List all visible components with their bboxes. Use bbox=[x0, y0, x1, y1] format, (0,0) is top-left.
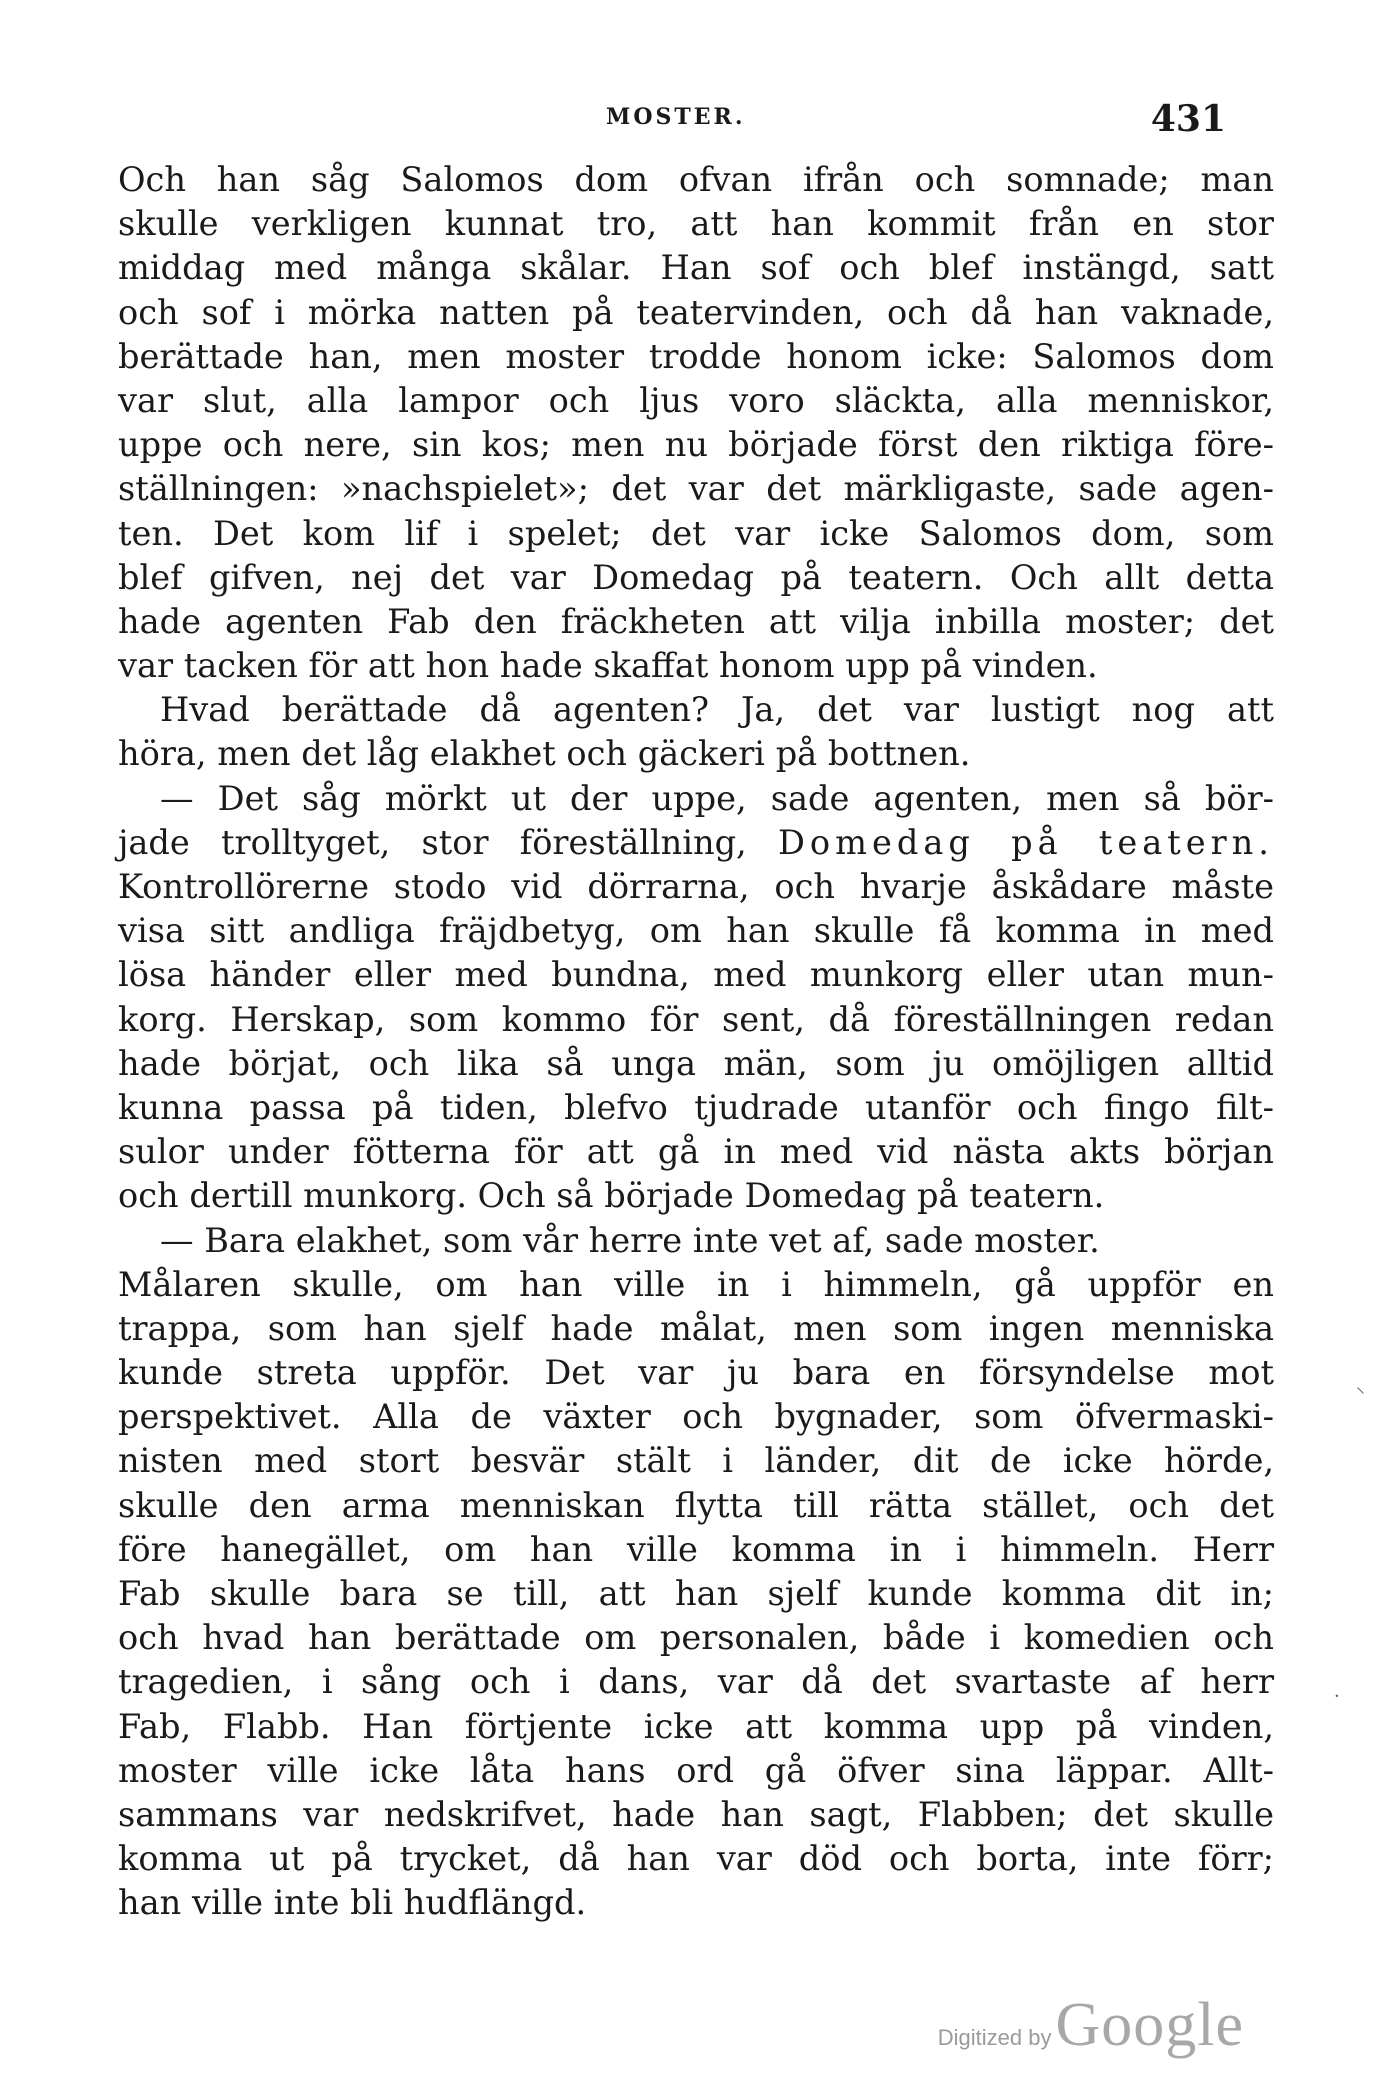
page-number: 431 bbox=[1150, 98, 1226, 140]
text-line: tragedien, i sång och i dans, var då det svartaste af herr bbox=[118, 1662, 1274, 1702]
text-line: och dertill munkorg. Och så började Domedag på teatern. bbox=[118, 1176, 1105, 1216]
text-line: kunna passa på tiden, blefvo tjudrade utanför och fingo filt- bbox=[118, 1087, 1274, 1127]
text-line: före hanegället, om han ville komma in i himmeln. Herr bbox=[118, 1529, 1274, 1569]
text-line: och sof i mörka natten på teatervinden, och då han vaknade, bbox=[118, 292, 1274, 332]
text-line: berättade han, men moster trodde honom icke: Salomos dom bbox=[118, 336, 1274, 376]
text-line: ten. Det kom lif i spelet; det var icke Salomos dom, som bbox=[118, 513, 1274, 553]
body-text bbox=[118, 158, 1274, 1926]
text-line: han ville inte bli hudflängd. bbox=[118, 1883, 587, 1923]
text-line: blef gifven, nej det var Domedag på teatern. Och allt detta bbox=[118, 557, 1274, 597]
text-line: ställningen: »nachspielet»; det var det märkligaste, sade agen- bbox=[118, 469, 1274, 509]
text-line: lösa händer eller med bundna, med munkorg eller utan mun- bbox=[118, 955, 1274, 995]
text-line: hade börjat, och lika så unga män, som ju omöjligen alltid bbox=[118, 1043, 1274, 1083]
digitized-by-google-watermark bbox=[938, 1990, 1244, 2061]
text-line-segment: jade trolltyget, stor föreställning, bbox=[118, 822, 747, 862]
text-line: Hvad berättade då agenten? Ja, det var lustigt nog att bbox=[160, 690, 1274, 730]
text-line: middag med många skålar. Han sof och blef instängd, satt bbox=[118, 248, 1274, 288]
scan-speck-mark: · bbox=[1334, 1686, 1340, 1707]
text-line: komma ut på trycket, då han var död och borta, inte förr; bbox=[118, 1839, 1274, 1879]
text-line: visa sitt andliga fräjdbetyg, om han skulle få komma in med bbox=[118, 911, 1274, 951]
text-line: Fab skulle bara se till, att han sjelf kunde komma dit in; bbox=[118, 1574, 1274, 1613]
text-line: kunde streta uppför. Det var ju bara en försyndelse mot bbox=[118, 1353, 1274, 1393]
spaced-emphasis: Domedag på teatern. bbox=[778, 822, 1274, 862]
text-line: nisten med stort besvär stält i länder, dit de icke hörde, bbox=[118, 1441, 1274, 1481]
watermark-label: Digitized by bbox=[937, 2025, 1052, 2050]
text-line: moster ville icke låta hans ord gå öfver sina läppar. Allt- bbox=[118, 1750, 1274, 1790]
text-line: uppe och nere, sin kos; men nu började först den riktiga före- bbox=[118, 425, 1274, 465]
text-line: hade agenten Fab den fräckheten att vilja inbilla moster; det bbox=[118, 601, 1274, 641]
running-head bbox=[120, 98, 1226, 140]
text-line: trappa, som han sjelf hade målat, men som ingen menniska bbox=[118, 1308, 1274, 1348]
text-line: Och han såg Salomos dom ofvan ifrån och somnade; man bbox=[118, 160, 1274, 199]
text-line: sulor under fötterna för att gå in med vid nästa akts början bbox=[118, 1132, 1274, 1172]
text-line: skulle den arma menniskan flytta till rätta stället, och det bbox=[118, 1485, 1274, 1525]
text-line: var slut, alla lampor och ljus voro släckta, alla menniskor, bbox=[118, 380, 1274, 420]
text-line: sammans var nedskrifvet, hade han sagt, Flabben; det skulle bbox=[118, 1794, 1274, 1834]
text-line: — Det såg mörkt ut der uppe, sade agenten, men så bör- bbox=[160, 778, 1274, 818]
text-line: Kontrollörerne stodo vid dörrarna, och hvarje åskådare måste bbox=[118, 867, 1274, 906]
text-line: höra, men det låg elakhet och gäckeri på bottnen. bbox=[118, 734, 971, 774]
text-line: korg. Herskap, som kommo för sent, då föreställningen redan bbox=[118, 999, 1274, 1039]
google-logo: Google bbox=[1055, 1991, 1244, 2059]
text-line: var tacken för att hon hade skaffat honom upp på vinden. bbox=[118, 646, 1098, 686]
scan-speck-mark: ⸌ bbox=[1356, 1384, 1365, 1405]
text-line: skulle verkligen kunnat tro, att han kommit från en stor bbox=[118, 204, 1274, 244]
text-line: och hvad han berättade om personalen, både i komedien och bbox=[118, 1618, 1274, 1658]
text-line: perspektivet. Alla de växter och bygnader, som öfvermaski- bbox=[118, 1397, 1274, 1437]
text-line-compound bbox=[118, 821, 1274, 865]
running-head-title: MOSTER. bbox=[606, 104, 746, 130]
text-line: Målaren skulle, om han ville in i himmeln, gå uppför en bbox=[118, 1264, 1274, 1304]
text-line: — Bara elakhet, som vår herre inte vet af, sade moster. bbox=[160, 1220, 1100, 1260]
text-line: Fab, Flabb. Han förtjente icke att komma upp på vinden, bbox=[118, 1706, 1274, 1746]
